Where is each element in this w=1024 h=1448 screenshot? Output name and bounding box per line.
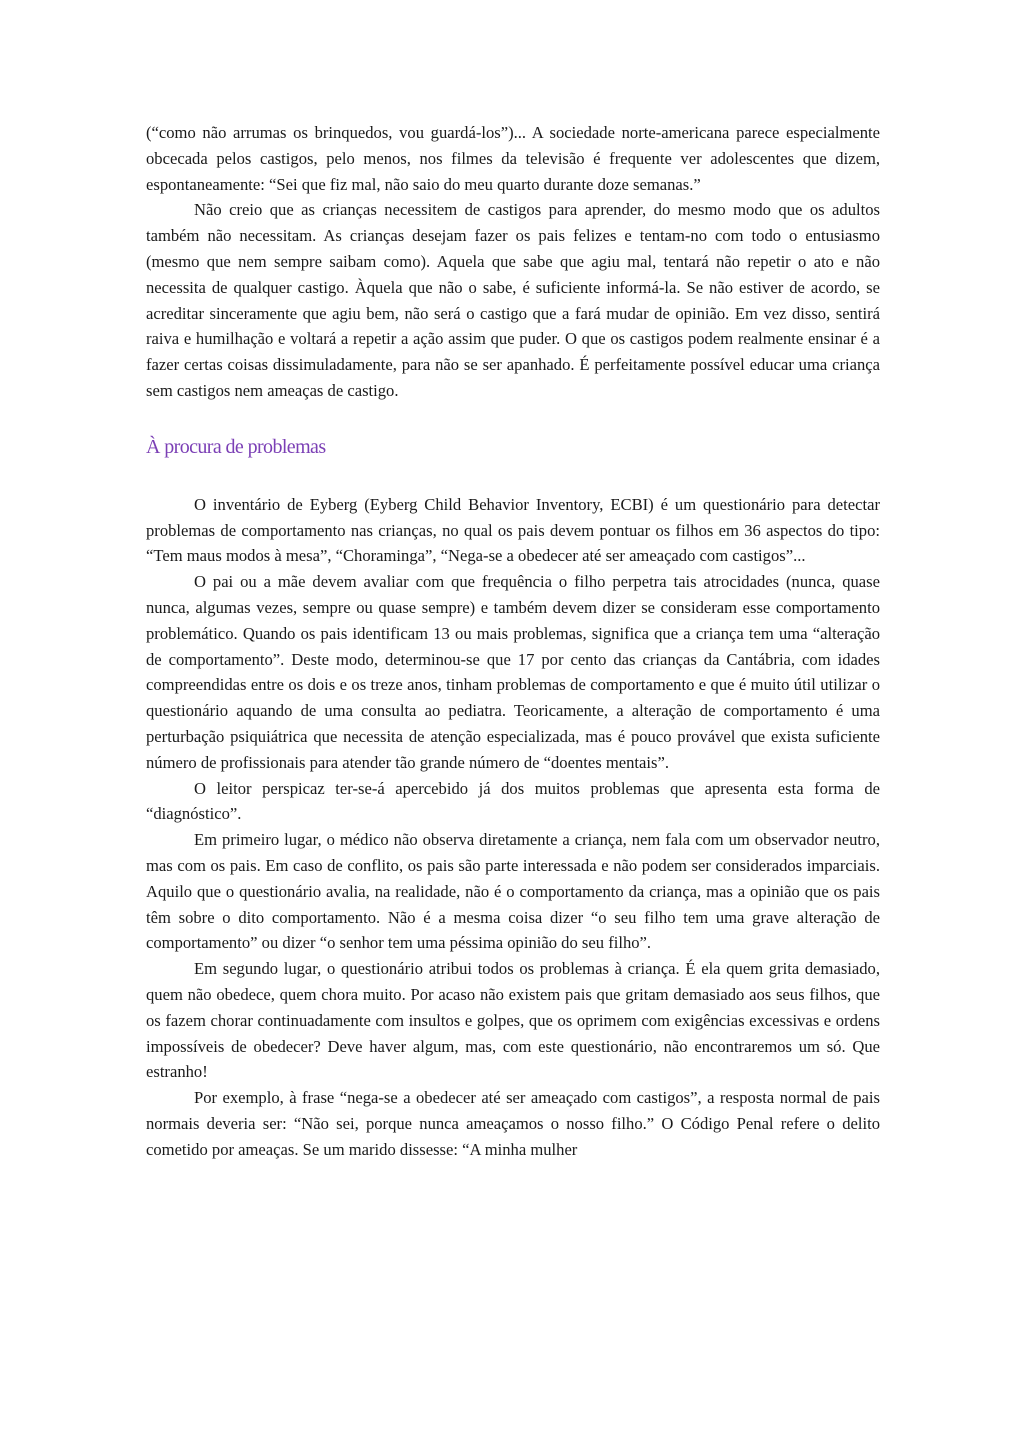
paragraph-1: (“como não arrumas os brinquedos, vou guardá-los”)... A sociedade norte-americana parece especialmente obcecada pelos castigos, pelo menos, nos filmes da televisão é frequente ver adolescentes que dizem, espontaneamente: “Sei que fiz mal, não saio do meu quarto durante doze semanas.” bbox=[146, 123, 880, 194]
paragraph-5: O leitor perspicaz ter-se-á apercebido já dos muitos problemas que apresenta esta forma de “diagnóstico”. bbox=[146, 778, 880, 824]
paragraph-4: O pai ou a mãe devem avaliar com que frequência o filho perpetra tais atrocidades (nunca, quase nunca, algumas vezes, sempre ou quase sempre) e também devem dizer se consideram esse comportamento problemático. Quando os pais identificam 13 ou mais problemas, significa que a criança tem uma “alteração de comportamento”. Deste modo, determinou-se que 17 por cento das crianças da Cantábria, com idades compreendidas entre os dois e os treze anos, tinham problemas de comportamento e que é muito útil utilizar o questionário aquando de uma consulta ao pediatra. Teoricamente, a alteração de comportamento é uma perturbação psiquiátrica que necessita de atenção especializada, mas é pouco provável que exista suficiente número de profissionais para atender tão grande número de “doentes mentais”. bbox=[146, 572, 880, 772]
paragraph-6: Em primeiro lugar, o médico não observa diretamente a criança, nem fala com um observador neutro, mas com os pais. Em caso de conflito, os pais são parte interessada e não podem ser considerados imparciais. Aquilo que o questionário avalia, na realidade, não é o comportamento da criança, mas a opinião que os pais têm sobre o dito comportamento. Não é a mesma coisa dizer “o seu filho tem uma grave alteração de comportamento” ou dizer “o senhor tem uma péssima opinião do seu filho”. bbox=[146, 830, 880, 953]
paragraph-7: Em segundo lugar, o questionário atribui todos os problemas à criança. É ela quem grita demasiado, quem não obedece, quem chora muito. Por acaso não existem pais que gritam demasiado aos seus filhos, que os fazem chorar continuadamente com insultos e golpes, que os oprimem com exigências excessivas e ordens impossíveis de obedecer? Deve haver algum, mas, com este questionário, não encontraremos um só. Que estranho! bbox=[146, 959, 880, 1082]
paragraph-3: O inventário de Eyberg (Eyberg Child Behavior Inventory, ECBI) é um questionário para detectar problemas de comportamento nas crianças, no qual os pais devem pontuar os filhos em 36 aspectos do tipo: “Tem maus modos à mesa”, “Choraminga”, “Nega-se a obedecer até ser ameaçado com castigos”... bbox=[146, 494, 880, 566]
bottom-text-block bbox=[146, 492, 880, 1163]
paragraph-8: Por exemplo, à frase “nega-se a obedecer até ser ameaçado com castigos”, a resposta normal de pais normais deveria ser: “Não sei, porque nunca ameaçamos o nosso filho.” O Código Penal refere o delito cometido por ameaças. Se um marido dissesse: “A minha mulher bbox=[146, 1088, 880, 1159]
section-heading: À procura de problemas bbox=[146, 435, 326, 458]
paragraph-2: Não creio que as crianças necessitem de castigos para aprender, do mesmo modo que os adultos também não necessitam. As crianças desejam fazer os pais felizes e tentam-no com todo o entusiasmo (mesmo que nem sempre saibam como). Aquela que sabe que agiu mal, tentará não repetir o ato e não necessita de qualquer castigo. Àquela que não o sabe, é suficiente informá-la. Se não estiver de acordo, se acreditar sinceramente que agiu bem, não será o castigo que a fará mudar de opinião. Em vez disso, sentirá raiva e humilhação e voltará a repetir a ação assim que puder. O que os castigos podem realmente ensinar é a fazer certas coisas dissimuladamente, para não se ser apanhado. É perfeitamente possível educar uma criança sem castigos nem ameaças de castigo. bbox=[146, 200, 880, 400]
document-page bbox=[146, 120, 880, 1162]
top-text-block bbox=[146, 120, 880, 404]
